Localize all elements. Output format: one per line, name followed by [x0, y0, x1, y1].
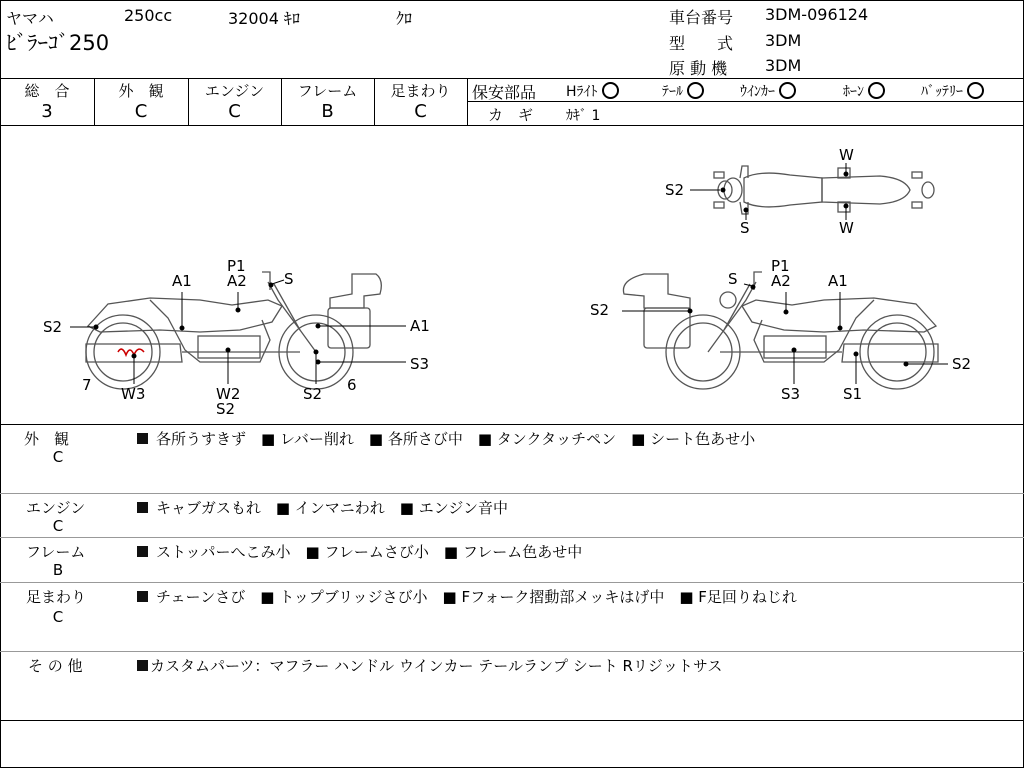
bullet-square-icon	[137, 433, 148, 444]
safety-label: 保安部品	[472, 83, 537, 102]
bullet-square-icon	[137, 546, 148, 557]
bullet-square-icon	[137, 502, 148, 513]
color: ｸﾛ	[396, 9, 413, 28]
maker: ヤマハ	[6, 9, 54, 28]
damage-label: S3	[410, 355, 430, 373]
safety-item-headlight: Hﾗｲﾄ	[566, 81, 619, 101]
grade-suspension-label: 足まわり	[390, 82, 451, 100]
section-grade: C	[52, 448, 64, 466]
safety-item-battery: ﾊﾞｯﾃﾘｰ	[921, 81, 984, 101]
divider	[0, 537, 1024, 538]
damage-label: S	[284, 270, 294, 288]
grade-exterior-value: C	[134, 101, 148, 122]
type-value: 3DM	[765, 31, 802, 50]
section-title: そ の 他	[28, 657, 83, 675]
damage-label: S3	[781, 385, 801, 403]
safety-item-winker: ｳｲﾝｶｰ	[740, 81, 796, 101]
safety-item-tail: ﾃｰﾙ	[662, 81, 704, 101]
grade-suspension-value: C	[414, 101, 427, 122]
grade-engine-value: C	[228, 101, 241, 122]
section-title: エンジン	[26, 499, 86, 517]
divider	[0, 720, 1024, 721]
section-grade: C	[52, 517, 64, 535]
safety-item-horn: ﾎｰﾝ	[843, 81, 885, 101]
grade-engine-label: エンジン	[204, 82, 265, 100]
section-title: フレーム	[26, 543, 86, 561]
divider	[0, 493, 1024, 494]
displacement: 250cc	[124, 6, 173, 25]
grade-frame-label: フレーム	[297, 82, 358, 100]
frame-no: 3DM-096124	[765, 5, 869, 24]
damage-label: 7	[82, 376, 92, 394]
divider	[0, 651, 1024, 652]
section-title: 外 観	[24, 430, 70, 448]
bullet-square-icon	[137, 591, 148, 602]
damage-label: S2	[303, 385, 323, 403]
section-body: カスタムパーツ：マフラー ハンドル ウインカー テールランプ シート Rリジットサス	[137, 655, 722, 676]
mileage: 32004 ｷﾛ	[228, 9, 300, 28]
section-body: キャブガスもれ ■ インマニわれ ■ エンジン音中	[137, 497, 508, 518]
damage-label: A1	[828, 272, 848, 290]
motorcycle-top-view	[714, 166, 934, 214]
engine-label: 原 動 機	[669, 59, 728, 78]
damage-label: P1	[771, 257, 790, 275]
damage-label: W	[839, 146, 854, 164]
damage-label: S2	[216, 400, 236, 418]
damage-label: A1	[172, 272, 192, 290]
grade-overall-label: 総 合	[24, 82, 70, 100]
damage-label: A1	[410, 317, 430, 335]
section-body: 各所うすきず ■ レバー削れ ■ 各所さび中 ■ タンクタッチペン ■ シート色あせ小	[137, 428, 755, 449]
damage-label: A2	[227, 272, 247, 290]
damage-label: S1	[843, 385, 863, 403]
damage-label: A2	[771, 272, 791, 290]
frame-no-label: 車台番号	[669, 8, 734, 27]
damage-label: 6	[347, 376, 357, 394]
type-label: 型 式	[669, 34, 734, 53]
grade-overall-value: 3	[41, 101, 53, 122]
section-body: ストッパーへこみ小 ■ フレームさび小 ■ フレーム色あせ中	[137, 541, 582, 562]
divider	[0, 582, 1024, 583]
damage-label: S2	[590, 301, 610, 319]
damage-label: W2	[216, 385, 241, 403]
grade-exterior-label: 外 観	[118, 82, 164, 100]
damage-label: S	[740, 219, 750, 237]
damage-label: W3	[121, 385, 146, 403]
damage-label: W	[839, 219, 854, 237]
section-grade: C	[52, 608, 64, 626]
damage-label: S2	[665, 181, 685, 199]
damage-mark-icon	[118, 349, 144, 355]
section-title: 足まわり	[26, 588, 87, 606]
left-view-leaders	[70, 280, 406, 384]
section-grade: B	[52, 561, 64, 579]
damage-label: P1	[227, 257, 246, 275]
engine-value: 3DM	[765, 56, 802, 75]
key-label: カ ギ	[488, 106, 534, 124]
model-name: ﾋﾞﾗｰｺﾞ250	[6, 31, 110, 55]
bullet-square-icon	[137, 660, 148, 671]
grade-frame-value: B	[321, 101, 334, 122]
damage-label: S2	[952, 355, 972, 373]
section-body: チェーンさび ■ トップブリッジさび小 ■ Fフォーク摺動部メッキはげ中 ■ F足回りねじれ	[137, 586, 797, 607]
damage-label: S2	[43, 318, 63, 336]
key-value: ｶｷﾞ 1	[566, 108, 601, 124]
damage-label: S	[728, 270, 738, 288]
